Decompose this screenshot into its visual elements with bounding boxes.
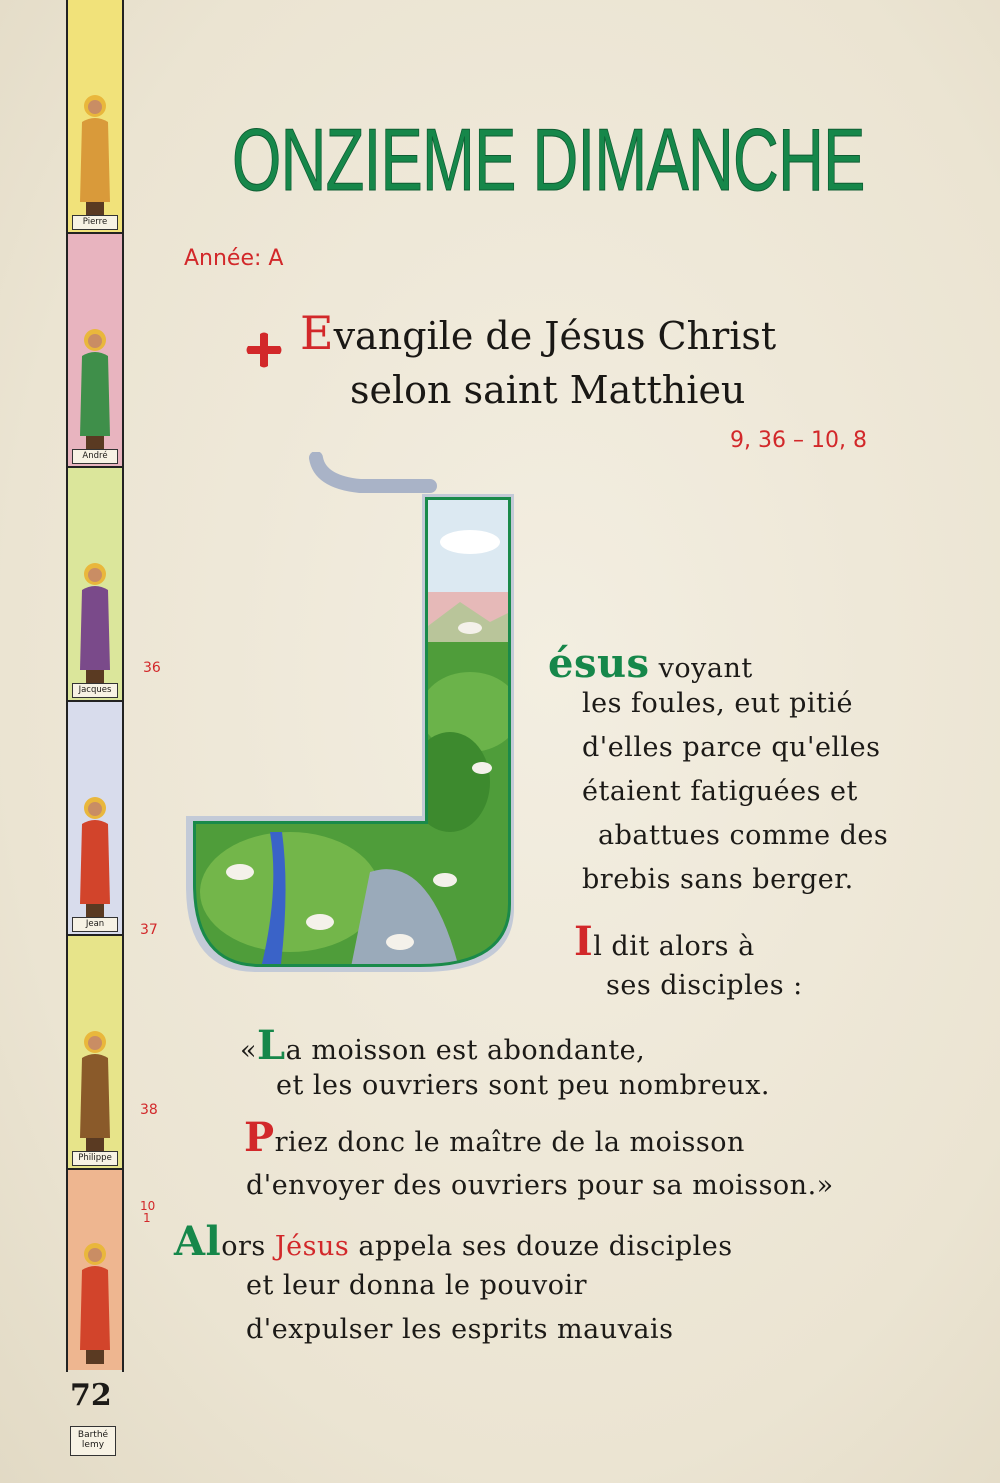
jesus-red: Jésus — [274, 1231, 350, 1262]
open-quote: « — [240, 1035, 258, 1066]
closing-line-1-ors: ors — [221, 1231, 266, 1262]
gospel-line-1 — [300, 306, 860, 363]
gospel-heading — [300, 306, 860, 417]
chapter-number: 10 — [140, 1199, 156, 1213]
illuminated-initial-j — [170, 452, 530, 982]
apostle-figure-icon — [72, 560, 118, 688]
body-line-6: brebis sans berger. — [582, 864, 854, 895]
apostle-figure-icon — [72, 1240, 118, 1368]
quote-line-4: d'envoyer des ouvriers pour sa moisson.» — [246, 1170, 834, 1201]
apostle-panel — [68, 0, 122, 234]
quote-line-3-rest: riez donc le maître de la moisson — [274, 1127, 745, 1158]
quote-line-2: et les ouvriers sont peu nombreux. — [276, 1070, 771, 1101]
verse-number-10-1 — [140, 1200, 155, 1224]
page-number: 72 — [70, 1378, 112, 1413]
body-line-1 — [548, 640, 753, 687]
scripture-reference: 9, 36 – 10, 8 — [730, 428, 867, 453]
apostle-name: André — [72, 449, 118, 464]
body-line-7 — [574, 918, 755, 965]
body-line-4: étaient fatiguées et — [582, 776, 858, 807]
verse-number-36: 36 — [143, 660, 161, 676]
red-initial-p: P — [244, 1114, 275, 1161]
gospel-initial: E — [300, 306, 334, 360]
apostle-panel — [68, 702, 122, 936]
apostle-panel — [68, 234, 122, 468]
apostle-name: Jacques — [72, 683, 118, 698]
gospel-line-2: selon saint Matthieu — [350, 368, 746, 412]
apostle-name: Jean — [72, 917, 118, 932]
cross-icon — [244, 330, 284, 370]
apostle-figure-icon — [72, 326, 118, 454]
quote-line-1-rest: a moisson est abondante, — [285, 1035, 646, 1066]
verse-number-37: 37 — [140, 922, 158, 938]
closing-line-2: et leur donna le pouvoir — [246, 1270, 588, 1301]
body-line-3: d'elles parce qu'elles — [582, 732, 881, 763]
apostle-name-last: Barthé lemy — [70, 1426, 116, 1456]
body-line-5: abattues comme des — [598, 820, 889, 851]
gospel-line-1-text: vangile de Jésus Christ — [333, 314, 777, 358]
body-line-7-rest: l dit alors à — [593, 931, 755, 962]
green-initial-l: L — [257, 1022, 286, 1069]
apostle-figure-icon — [72, 92, 118, 220]
apostle-figure-icon — [72, 794, 118, 922]
apostle-name: Pierre — [72, 215, 118, 230]
red-initial-i: I — [574, 918, 594, 965]
body-line-8: ses disciples : — [606, 970, 803, 1001]
body-line-2: les foules, eut pitié — [582, 688, 854, 719]
apostle-panel — [68, 468, 122, 702]
body-line-1-rest: voyant — [658, 653, 753, 684]
apostle-panel — [68, 1170, 122, 1370]
closing-line-3: d'expulser les esprits mauvais — [246, 1314, 674, 1345]
jesus-word: ésus — [548, 640, 650, 687]
quote-line-1 — [240, 1022, 645, 1069]
apostle-strip — [66, 0, 124, 1372]
closing-line-1 — [174, 1218, 733, 1265]
closing-line-1-rest: appela ses douze disciples — [358, 1231, 733, 1262]
green-initial-al: Al — [174, 1218, 222, 1265]
verse-number-38: 38 — [140, 1102, 158, 1118]
apostle-name: Philippe — [72, 1151, 118, 1166]
apostle-panel — [68, 936, 122, 1170]
apostle-figure-icon — [72, 1028, 118, 1156]
liturgical-year: Année: A — [184, 246, 284, 271]
quote-line-3 — [244, 1114, 745, 1161]
verse-number: 1 — [143, 1211, 151, 1225]
page-title: ONZIEME DIMANCHE — [232, 110, 865, 209]
